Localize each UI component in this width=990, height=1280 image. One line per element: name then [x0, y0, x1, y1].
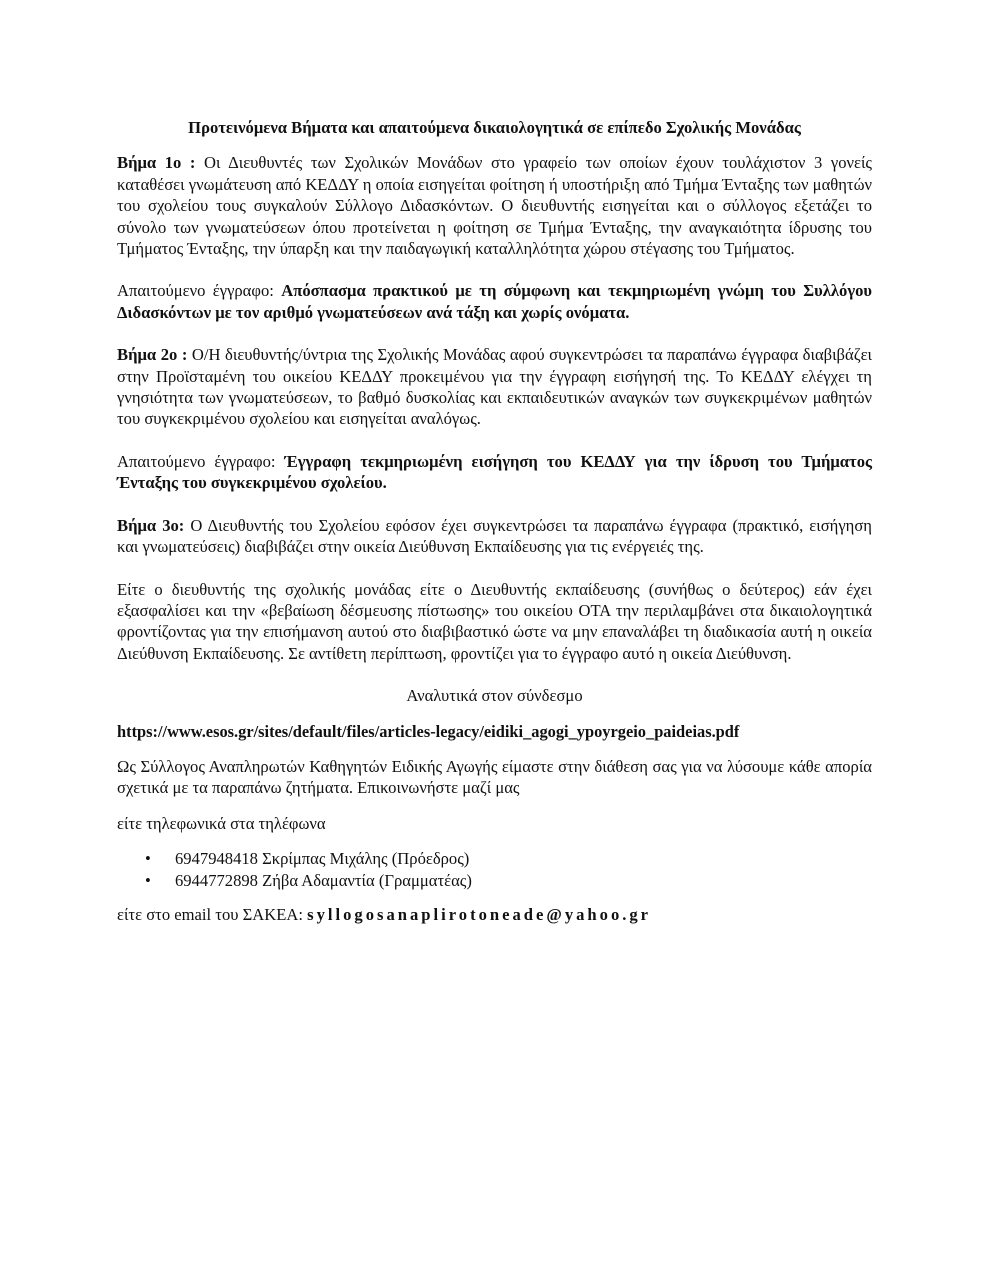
bullet-icon: •: [145, 849, 151, 869]
document-title: Προτεινόμενα Βήματα και απαιτούμενα δικαιολογητικά σε επίπεδο Σχολικής Μονάδας: [188, 118, 801, 137]
email-intro: είτε στο email του ΣΑΚΕΑ:: [117, 905, 308, 925]
step-3-paragraph: [117, 515, 872, 558]
phone-entry[interactable]: 6947948418 Σκρίμπας Μιχάλης (Πρόεδρος): [175, 849, 470, 869]
link-intro: Αναλυτικά στον σύνδεσμο: [406, 686, 583, 706]
step-2-paragraph: [117, 344, 872, 430]
document-page: [117, 117, 872, 926]
step-3-label: Βήμα 3ο:: [117, 515, 185, 535]
step-2-text: Ο/Η διευθυντής/ύντρια της Σχολικής Μονάδας αφού συγκεντρώσει τα παραπάνω έγγραφα διαβιβάζει στην Προϊσταμένη του οικείου ΚΕΔΔΥ προκειμένου για την έγγραφη εισήγησή της. Το ΚΕΔΔΥ ελέγχει τη γνησιότητα των γνωματεύσεων, το βαθμό δυσκολίας και εκπαιδευτικών αναγκών των συγκεκριμένων μαθητών του συγκεκριμένου σχολείου και εισηγείται αναλόγως.: [117, 345, 872, 429]
contact-paragraph: Ως Σύλλογος Αναπληρωτών Καθηγητών Ειδικής Αγωγής είμαστε στην διάθεση σας για να λύσουμε κάθε απορία σχετικά με τα παραπάνω ζητήματα. Επικοινωνήστε μαζί μας: [117, 756, 872, 798]
link-url[interactable]: https://www.esos.gr/sites/default/files/articles-legacy/eidiki_agogi_ypoyrgeio_paideias.pdf: [117, 721, 740, 741]
email-address[interactable]: syllogosanaplirotoneade@yahoo.gr: [307, 905, 652, 925]
phone-list-item: [117, 848, 872, 870]
email-line: [117, 904, 872, 925]
step-1-text: Οι Διευθυντές των Σχολικών Μονάδων στο γραφείο των οποίων έχουν τουλάχιστον 3 γονείς καταθέσει γνωμάτευση από ΚΕΔΔΥ η οποία εισηγείται φοίτηση ή υποστήριξη από Τμήμα Ένταξης των μαθητών του σχολείου τους συγκαλούν Σύλλογο Διδασκόντων. Ο διευθυντής εισηγείται και ο σύλλογος εξετάζει το σύνολο των γνωματεύσεων όπου προτείνεται η φοίτηση σε Τμήμα Ένταξης, την αναγκαιότητα ίδρυσης του Τμήματος Ένταξης, την ύπαρξη και την παιδαγωγική καταλληλότητα χώρου στέγασης του Τμήματος.: [117, 153, 872, 259]
step-1-paragraph: [117, 152, 872, 259]
ota-paragraph: Είτε ο διευθυντής της σχολικής μονάδας είτε ο Διευθυντής εκπαίδευσης (συνήθως ο δεύτερος) εάν έχει εξασφαλίσει και την «βεβαίωση δέσμευσης πίστωσης» του οικείου ΟΤΑ την περιλαμβάνει στα δικαιολογητικά φροντίζοντας για την επισήμανση αυτού στο διαβιβαστικό ώστε να μην επαναλάβει τη διαδικασία αυτή η οικεία Διεύθυνση Εκπαίδευσης. Σε αντίθετη περίπτωση, φροντίζει για το έγγραφο αυτό η οικεία Διεύθυνση.: [117, 579, 872, 663]
required-document-2-label: Απαιτούμενο έγγραφο:: [117, 451, 285, 471]
phones-intro: είτε τηλεφωνικά στα τηλέφωνα: [117, 813, 326, 833]
phone-entry[interactable]: 6944772898 Ζήβα Αδαμαντία (Γραμματέας): [175, 871, 472, 891]
step-2-label: Βήμα 2ο :: [117, 345, 188, 365]
phone-list: [117, 848, 872, 892]
required-document-1-text: Απόσπασμα πρακτικού με τη σύμφωνη και τεκμηριωμένη γνώμη του Συλλόγου Διδασκόντων με τον αριθμό γνωματεύσεων ανά τάξη και χωρίς ονόματα.: [117, 281, 872, 322]
required-document-2-text: Έγγραφη τεκμηριωμένη εισήγηση του ΚΕΔΔΥ για την ίδρυση του Τμήματος Ένταξης του συγκεκριμένου σχολείου.: [117, 451, 872, 493]
required-document-2: [117, 451, 872, 494]
bullet-icon: •: [145, 871, 151, 891]
step-1-label: Βήμα 1ο :: [117, 153, 196, 173]
required-document-1: [117, 280, 872, 323]
step-3-text: Ο Διευθυντής του Σχολείου εφόσον έχει συγκεντρώσει τα παραπάνω έγγραφα (πρακτικό, εισήγηση και γνωματεύσεις) διαβιβάζει στην οικεία Διεύθυνση Εκπαίδευσης για τις ενέργειές της.: [117, 515, 872, 557]
required-document-1-label: Απαιτούμενο έγγραφο:: [117, 281, 282, 301]
phone-list-item: [117, 870, 872, 892]
